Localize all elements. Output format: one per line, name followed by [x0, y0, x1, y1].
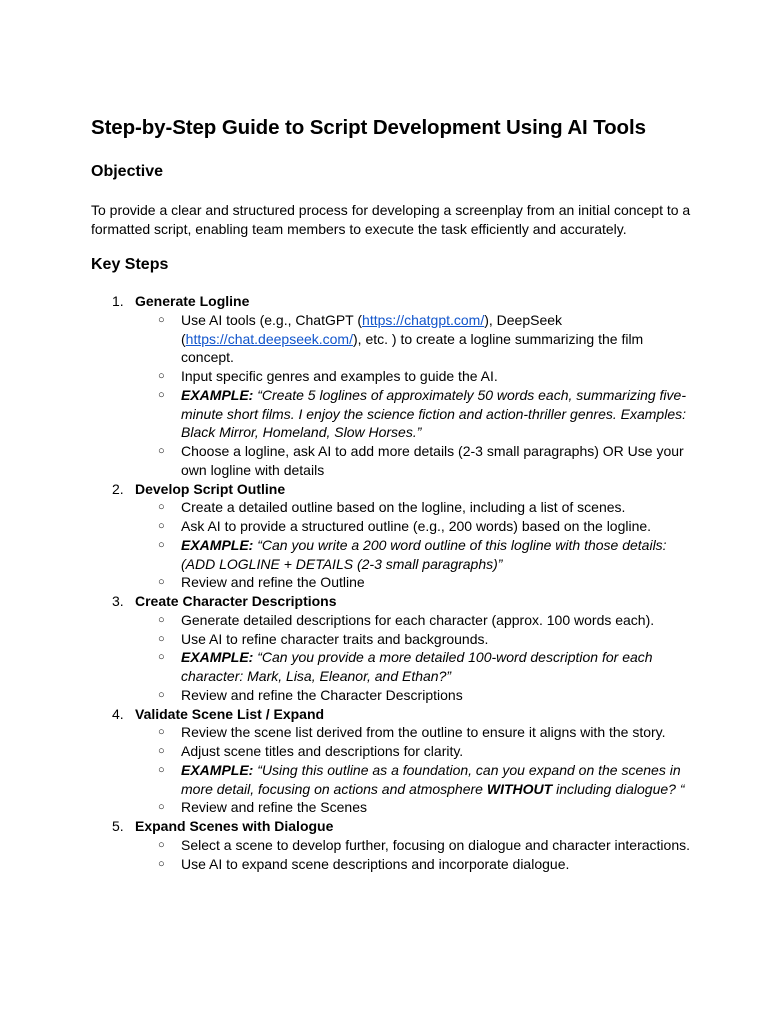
sub-item-text: Use AI tools (e.g., ChatGPT ( — [181, 311, 363, 328]
sub-item — [135, 611, 691, 630]
circle-bullet-icon: ○ — [158, 857, 165, 870]
circle-bullet-icon: ○ — [158, 520, 165, 532]
step-item — [91, 592, 691, 705]
step-title: Create Character Descriptions — [135, 593, 337, 609]
step-title: Expand Scenes with Dialogue — [135, 818, 334, 834]
example-text: “Can you provide a more detailed 100-word description for each character: Mark, Lisa, Eleanor, and Ethan?” — [181, 649, 653, 684]
example-emphasis: WITHOUT — [486, 780, 553, 797]
sub-list — [135, 611, 691, 705]
step-number: 3. — [112, 593, 124, 609]
step-number: 5. — [112, 818, 124, 834]
sub-item — [135, 761, 691, 799]
sub-item — [135, 442, 691, 480]
objective-text: To provide a clear and structured process for developing a screenplay from an initial concept to a formatted script, enabling team members to execute the task efficiently and accurately. — [91, 202, 691, 237]
step-title: Develop Script Outline — [135, 480, 286, 497]
sub-item-text: Review and refine the Outline — [181, 574, 365, 591]
sub-item — [135, 498, 691, 517]
chatgpt-link[interactable]: https://chatgpt.com/ — [362, 311, 485, 328]
step-item — [91, 292, 691, 480]
sub-item — [135, 386, 691, 442]
circle-bullet-icon: ○ — [158, 688, 165, 701]
key-steps-heading: Key Steps — [91, 256, 169, 273]
sub-list — [135, 723, 691, 817]
sub-item — [135, 836, 691, 855]
sub-item — [135, 855, 691, 874]
circle-bullet-icon: ○ — [158, 838, 165, 851]
page-title: Step-by-Step Guide to Script Development Using AI Tools — [91, 116, 646, 139]
circle-bullet-icon: ○ — [158, 801, 165, 814]
example-label: EXAMPLE: — [181, 649, 254, 666]
sub-item-text: Use AI to refine character traits and backgrounds. — [181, 630, 489, 647]
circle-bullet-icon: ○ — [158, 763, 165, 776]
example-text: “Create 5 loglines of approximately 50 words each, summarizing five-minute short films. I enjoy the science fiction and action-thriller genres. Examples: Black Mirror, Homeland, Slow Horses.” — [181, 386, 687, 441]
sub-item-text: Review and refine the Scenes — [181, 799, 367, 816]
sub-item-text: Ask AI to provide a structured outline (e.g., 200 words) based on the logline. — [181, 518, 652, 534]
circle-bullet-icon: ○ — [158, 313, 165, 326]
sub-item — [135, 630, 691, 649]
step-number: 2. — [112, 480, 124, 497]
circle-bullet-icon: ○ — [158, 445, 165, 457]
sub-item — [135, 573, 691, 592]
circle-bullet-icon: ○ — [158, 576, 165, 589]
circle-bullet-icon: ○ — [158, 613, 165, 626]
sub-item — [135, 648, 691, 686]
sub-list — [135, 836, 691, 874]
deepseek-link[interactable]: https://chat.deepseek.com/ — [185, 330, 353, 347]
sub-item — [135, 536, 691, 574]
sub-item-text: Review the scene list derived from the outline to ensure it aligns with the story. — [181, 724, 666, 741]
sub-item-text: ), etc. ) to create a logline summarizing the film concept. — [181, 330, 644, 366]
step-number: 1. — [112, 293, 124, 309]
example-text: “Using this outline as a foundation, can you expand on the scenes in more detail, focusing on actions and atmosphere — [181, 761, 681, 797]
sub-list — [135, 311, 691, 480]
step-title: Generate Logline — [135, 293, 250, 309]
sub-item-text: Create a detailed outline based on the logline, including a list of scenes. — [181, 499, 626, 516]
sub-item-text: Select a scene to develop further, focusing on dialogue and character interactions. — [181, 836, 690, 853]
sub-item — [135, 367, 691, 386]
circle-bullet-icon: ○ — [158, 632, 165, 645]
step-item — [91, 480, 691, 593]
circle-bullet-icon: ○ — [158, 538, 165, 551]
circle-bullet-icon: ○ — [158, 726, 165, 739]
example-label: EXAMPLE: — [181, 386, 254, 403]
step-title: Validate Scene List / Expand — [135, 705, 325, 722]
sub-item-text: Input specific genres and examples to guide the AI. — [181, 368, 498, 384]
sub-item — [135, 798, 691, 817]
example-text: “Can you write a 200 word outline of this logline with those details: (ADD LOGLINE + DETAILS (2-3 small paragraphs)” — [181, 536, 667, 572]
objective-heading: Objective — [91, 163, 164, 180]
circle-bullet-icon: ○ — [158, 745, 165, 757]
step-item — [91, 817, 691, 873]
sub-item — [135, 742, 691, 761]
example-text: including dialogue? “ — [552, 780, 685, 797]
circle-bullet-icon: ○ — [158, 388, 165, 401]
sub-item — [135, 517, 691, 536]
step-item — [91, 705, 691, 818]
sub-item — [135, 311, 691, 367]
example-label: EXAMPLE: — [181, 761, 254, 778]
sub-item-text: ), DeepSeek ( — [181, 311, 563, 347]
sub-item-text: Review and refine the Character Descriptions — [181, 686, 463, 703]
example-label: EXAMPLE: — [181, 536, 254, 553]
sub-item — [135, 723, 691, 742]
circle-bullet-icon: ○ — [158, 651, 165, 664]
step-number: 4. — [112, 705, 124, 722]
sub-item-text: Adjust scene titles and descriptions for clarity. — [181, 743, 464, 759]
circle-bullet-icon: ○ — [158, 370, 165, 382]
circle-bullet-icon: ○ — [158, 501, 165, 514]
sub-list — [135, 498, 691, 592]
key-steps-list — [91, 292, 691, 873]
sub-item-text: Use AI to expand scene descriptions and incorporate dialogue. — [181, 855, 570, 872]
sub-item-text: Choose a logline, ask AI to add more details (2-3 small paragraphs) OR Use your own logline with details — [181, 443, 684, 478]
sub-item-text: Generate detailed descriptions for each character (approx. 100 words each). — [181, 611, 655, 628]
sub-item — [135, 686, 691, 705]
